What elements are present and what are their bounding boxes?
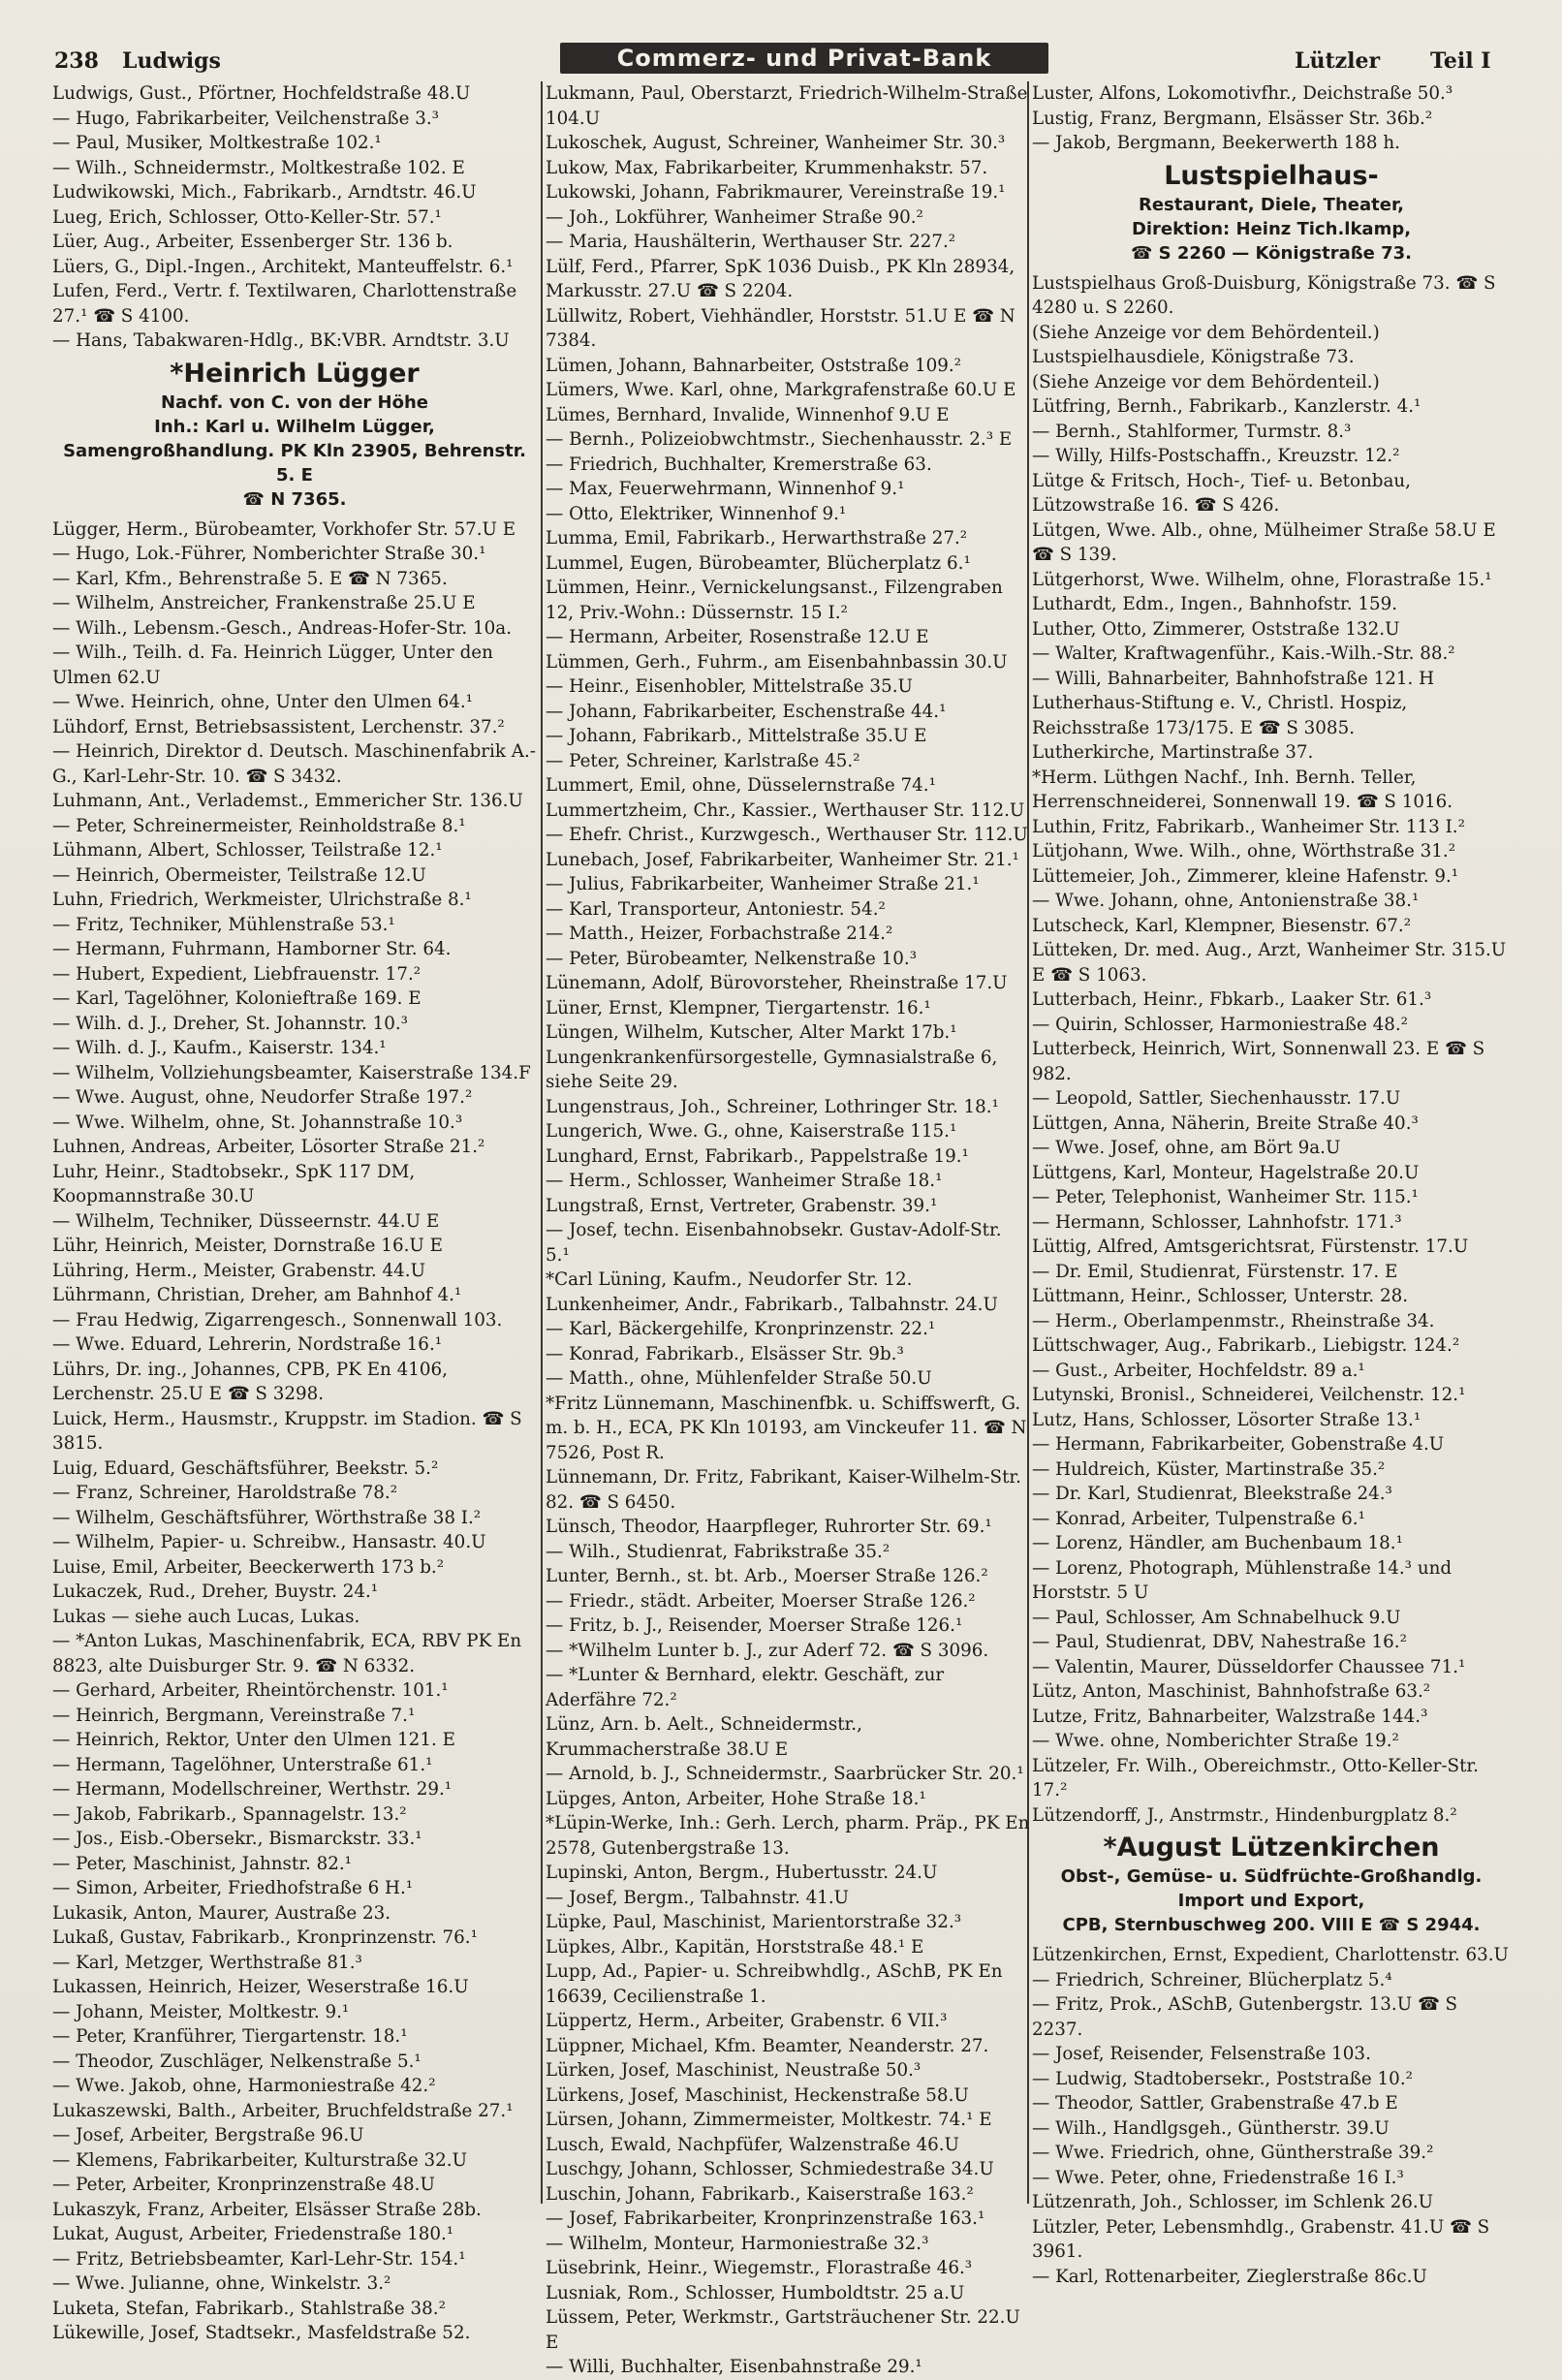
ad-line: ☎ N 7365. — [242, 488, 347, 510]
directory-entry: Lutherhaus-Stiftung e. V., Christl. Hospiz, Reichsstraße 173/175. E ☎ S 3085. — [1032, 693, 1408, 738]
directory-entry: Lukat, August, Arbeiter, Friedenstraße 180.¹ — [52, 2224, 454, 2244]
directory-entry: — Karl, Transporteur, Antoniestr. 54.² — [546, 898, 886, 920]
directory-entry: Lusch, Ewald, Nachpfüfer, Walzenstraße 46.U — [546, 2134, 959, 2155]
directory-entry: Lutynski, Bronisl., Schneiderei, Veilchenstr. 12.¹ — [1032, 1385, 1466, 1405]
directory-entry: Lümmen, Gerh., Fuhrm., am Eisenbahnbassin 30.U — [546, 651, 1008, 673]
directory-entry: — Julius, Fabrikarbeiter, Wanheimer Straße 21.¹ — [546, 874, 980, 894]
directory-entry: Lustspielhausdiele, Königstraße 73. — [1032, 347, 1355, 367]
column-3 — [1032, 81, 1511, 2287]
header-part: Teil I — [1430, 48, 1491, 74]
directory-entry: Lühr, Heinrich, Meister, Dornstraße 16.U E — [52, 1236, 443, 1256]
directory-entry: Lützendorff, J., Anstrmstr., Hindenburgplatz 8.² — [1032, 1804, 1457, 1826]
directory-entry: — Josef, Fabrikarbeiter, Kronprinzenstraße 163.¹ — [546, 2208, 985, 2229]
directory-entry: — Simon, Arbeiter, Friedhofstraße 6 H.¹ — [52, 1878, 414, 1898]
directory-entry: Lülf, Ferd., Pfarrer, SpK 1036 Duisb., PK Kln 28934, Markusstr. 27.U ☎ S 2204. — [546, 256, 1015, 301]
directory-entry: Lüttschwager, Aug., Fabrikarb., Liebigstr. 124.² — [1032, 1335, 1460, 1356]
directory-entry: Lutterbeck, Heinrich, Wirt, Sonnenwall 23. E ☎ S 982. — [1032, 1039, 1485, 1084]
directory-entry: Lünemann, Adolf, Bürovorsteher, Rheinstraße 17.U — [546, 973, 1008, 993]
directory-entry: Lumma, Emil, Fabrikarb., Herwarthstraße 27.² — [546, 528, 968, 548]
ad-line: Inh.: Karl u. Wilhelm Lügger, Samengroßhandlung. PK Kln 23905, Behrenstr. 5. E — [63, 416, 526, 485]
directory-entry: Lutz, Hans, Schlosser, Lösorter Straße 13.¹ — [1032, 1409, 1421, 1430]
directory-entry: — Johann, Meister, Moltkestr. 9.¹ — [52, 2001, 350, 2022]
directory-entry: Lühdorf, Ernst, Betriebsassistent, Lerchenstr. 37.² — [52, 716, 505, 737]
bank-banner: Commerz- und Privat-Bank — [560, 43, 1048, 74]
directory-entry: Luhr, Heinr., Stadtobsekr., SpK 117 DM, Koopmannstraße 30.U — [52, 1161, 416, 1206]
directory-entry: — Dr. Karl, Studienrat, Bleekstraße 24.³ — [1032, 1484, 1392, 1504]
directory-entry: Lütfring, Bernh., Fabrikarb., Kanzlerstr. 4.¹ — [1032, 396, 1421, 417]
directory-entry: Lützeler, Fr. Wilh., Obereichmstr., Otto-Keller-Str. 17.² — [1032, 1755, 1479, 1801]
directory-entry: — Franz, Schreiner, Haroldstraße 78.² — [52, 1483, 398, 1503]
directory-entry: Lüssem, Peter, Werkmstr., Gartsträuchener Str. 22.U E — [546, 2307, 1020, 2353]
directory-entry: — Wilh. d. J., Dreher, St. Johannstr. 10.³ — [52, 1013, 409, 1034]
advertisement-lustspielhaus — [1032, 160, 1511, 266]
directory-entry: — Wilhelm, Geschäftsführer, Wörthstraße 38 I.² — [52, 1507, 482, 1528]
directory-entry: — *Lunter & Bernhard, elektr. Geschäft, zur Aderfähre 72.² — [546, 1665, 945, 1710]
directory-entry: Lütjohann, Wwe. Wilh., ohne, Wörthstraße 31.² — [1032, 841, 1456, 861]
directory-entry: Lümers, Wwe. Karl, ohne, Markgrafenstraße 60.U E — [546, 380, 1016, 400]
directory-entry: — Wilh., Studienrat, Fabrikstraße 35.² — [546, 1541, 890, 1562]
directory-entry: *Carl Lüning, Kaufm., Neudorfer Str. 12. — [546, 1269, 913, 1290]
directory-entry: Lütz, Anton, Maschinist, Bahnhofstraße 63.² — [1032, 1681, 1431, 1702]
directory-entry: — *Wilhelm Lunter b. J., zur Aderf 72. ☎ S 3096. — [546, 1640, 989, 1661]
directory-entry: — Johann, Fabrikarb., Mittelstraße 35.U E — [546, 726, 927, 746]
directory-entry: Luise, Emil, Arbeiter, Beeckerwerth 173 b.² — [52, 1556, 445, 1578]
directory-entry: Luschgy, Johann, Schlosser, Schmiedestraße 34.U — [546, 2159, 994, 2179]
directory-entry: — Leopold, Sattler, Siechenhausstr. 17.U — [1032, 1088, 1401, 1109]
directory-entry: Lungstraß, Ernst, Vertreter, Grabenstr. 39.¹ — [546, 1195, 938, 1216]
directory-entry: Lützenrath, Joh., Schlosser, im Schlenk 26.U — [1032, 2192, 1434, 2212]
directory-entry: Luthin, Fritz, Fabrikarb., Wanheimer Str. 113 I.² — [1032, 816, 1465, 837]
directory-entry: — Peter, Bürobeamter, Nelkenstraße 10.³ — [546, 948, 918, 969]
directory-entry: — Huldreich, Küster, Martinstraße 35.² — [1032, 1458, 1386, 1480]
directory-entry: Lukasik, Anton, Maurer, Austraße 23. — [52, 1902, 391, 1924]
column-divider — [541, 81, 543, 2204]
directory-entry: Lürsen, Johann, Zimmermeister, Moltkestr. 74.¹ E — [546, 2110, 992, 2130]
directory-entry: — Maria, Haushälterin, Werthauser Str. 227.² — [546, 232, 956, 252]
directory-entry: Lürken, Josef, Maschinist, Neustraße 50.³ — [546, 2060, 922, 2081]
directory-entry: Lunghard, Ernst, Fabrikarb., Pappelstraße 19.¹ — [546, 1145, 969, 1167]
directory-entry: Lüer, Aug., Arbeiter, Essenberger Str. 136 b. — [52, 232, 453, 252]
directory-entry: — Peter, Schreiner, Karlstraße 45.² — [546, 750, 860, 771]
directory-entry: — Gust., Arbeiter, Hochfeldstr. 89 a.¹ — [1032, 1360, 1365, 1381]
directory-entry: — Otto, Elektriker, Winnenhof 9.¹ — [546, 503, 847, 524]
directory-entry: Lummel, Eugen, Bürobeamter, Blücherplatz 6.¹ — [546, 552, 971, 574]
directory-entry: Lustig, Franz, Bergmann, Elsässer Str. 36b.² — [1032, 108, 1433, 129]
directory-entry: — Hermann, Schlosser, Lahnhofstr. 171.³ — [1032, 1211, 1402, 1233]
directory-entry: Lüppner, Michael, Kfm. Beamter, Neanderstr. 27. — [546, 2035, 989, 2056]
directory-entry: — Josef, techn. Eisenbahnobsekr. Gustav-Adolf-Str. 5.¹ — [546, 1220, 1002, 1266]
directory-entry: — Friedrich, Buchhalter, Kremerstraße 63. — [546, 454, 932, 475]
directory-entry: — Wwe. Johann, ohne, Antonienstraße 38.¹ — [1032, 891, 1420, 911]
directory-entry: — Friedrich, Schreiner, Blücherplatz 5.⁴ — [1032, 1969, 1392, 1990]
directory-entry: — Heinrich, Bergmann, Vereinstraße 7.¹ — [52, 1705, 416, 1726]
directory-entry: Lüpke, Paul, Maschinist, Marientorstraße 32.³ — [546, 1912, 962, 1932]
directory-entry: — Jakob, Bergmann, Beekerwerth 188 h. — [1032, 133, 1400, 153]
directory-entry: — Wwe. Julianne, ohne, Winkelstr. 3.² — [52, 2273, 391, 2294]
directory-entry: — Hubert, Expedient, Liebfrauenstr. 17.² — [52, 963, 422, 985]
directory-entry: — Karl, Tagelöhner, Kolonieftraße 169. E — [52, 988, 422, 1009]
column-2 — [546, 81, 1030, 2377]
directory-entry: — Matth., ohne, Mühlenfelder Straße 50.U — [546, 1368, 932, 1389]
ad-title: *August Lützenkirchen — [1103, 1832, 1440, 1863]
directory-entry: — Hans, Tabakwaren-Hdlg., BK:VBR. Arndtstr. 3.U — [52, 330, 510, 351]
directory-entry: — Ludwig, Stadtobersekr., Poststraße 10.² — [1032, 2068, 1413, 2089]
directory-entry: — Theodor, Zuschläger, Nelkenstraße 5.¹ — [52, 2051, 422, 2072]
directory-entry: Lukaszyk, Franz, Arbeiter, Elsässer Straße 28b. — [52, 2199, 482, 2220]
directory-entry: — Friedr., städt. Arbeiter, Moerser Straße 126.² — [546, 1590, 976, 1612]
directory-entry: Lukowski, Johann, Fabrikmaurer, Vereinstraße 19.¹ — [546, 182, 1006, 203]
directory-entry: — Lorenz, Händler, am Buchenbaum 18.¹ — [1032, 1533, 1403, 1553]
directory-entry: Lührs, Dr. ing., Johannes, CPB, PK En 4106, Lerchenstr. 25.U E ☎ S 3298. — [52, 1359, 448, 1404]
directory-entry: — Willi, Buchhalter, Eisenbahnstraße 29.¹ — [546, 2357, 922, 2377]
directory-entry: Lunkenheimer, Andr., Fabrikarb., Talbahnstr. 24.U — [546, 1294, 998, 1315]
directory-entry: Lüttgens, Karl, Monteur, Hagelstraße 20.U — [1032, 1162, 1420, 1183]
directory-entry: Lukoschek, August, Schreiner, Wanheimer Str. 30.³ — [546, 133, 1006, 153]
ad-title: *Heinrich Lügger — [170, 358, 420, 389]
directory-entry: Lungerich, Wwe. G., ohne, Kaiserstraße 115.¹ — [546, 1121, 957, 1142]
directory-entry: — Gerhard, Arbeiter, Rheintörchenstr. 101.¹ — [52, 1680, 449, 1701]
directory-entry: — Karl, Rottenarbeiter, Zieglerstraße 86c.U — [1032, 2266, 1427, 2287]
column-1 — [52, 81, 537, 2343]
directory-entry: Lützenkirchen, Ernst, Expedient, Charlottenstr. 63.U — [1032, 1945, 1509, 1965]
directory-entry: *Herm. Lüthgen Nachf., Inh. Bernh. Teller, Herrenschneiderei, Sonnenwall 19. ☎ S 1016. — [1032, 767, 1453, 812]
directory-entry: — Hugo, Fabrikarbeiter, Veilchenstraße 3.³ — [52, 108, 439, 129]
directory-entry: — Theodor, Sattler, Grabenstraße 47.b E — [1032, 2093, 1398, 2114]
directory-entry: — Willi, Bahnarbeiter, Bahnhofstraße 121. H — [1032, 668, 1435, 689]
directory-entry: — Wwe. ohne, Nomberichter Straße 19.² — [1032, 1731, 1399, 1751]
directory-entry: — Wilhelm, Techniker, Düsseernstr. 44.U E — [52, 1210, 440, 1232]
directory-entry: — Peter, Schreinermeister, Reinholdstraße 8.¹ — [52, 815, 466, 836]
directory-entry: — Josef, Bergm., Talbahnstr. 41.U — [546, 1887, 850, 1908]
directory-entry: Lügger, Herm., Bürobeamter, Vorkhofer Str. 57.U E — [52, 518, 516, 540]
directory-entry: *Lüpin-Werke, Inh.: Gerh. Lerch, pharm. Präp., PK En 2578, Gutenbergstraße 13. — [546, 1813, 1030, 1859]
directory-entry: Lukas — siehe auch Lucas, Lukas. — [52, 1606, 360, 1627]
directory-entry: — Jakob, Fabrikarb., Spannagelstr. 13.² — [52, 1803, 407, 1825]
directory-entry: — Frau Hedwig, Zigarrengesch., Sonnenwall 103. — [52, 1309, 503, 1331]
ad-title: Lustspielhaus- — [1164, 160, 1379, 191]
directory-entry: — Bernh., Polizeiobwchtmstr., Siechenhausstr. 2.³ E — [546, 429, 1013, 450]
directory-entry: Lütgen, Wwe. Alb., ohne, Mülheimer Straße 58.U E ☎ S 139. — [1032, 519, 1496, 565]
directory-entry: — Joh., Lokführer, Wanheimer Straße 90.² — [546, 206, 923, 228]
directory-entry: — *Anton Lukas, Maschinenfabrik, ECA, RBV PK En 8823, alte Duisburger Str. 9. ☎ N 6332. — [52, 1631, 522, 1676]
ad-line: CPB, Sternbuschweg 200. VIII E ☎ S 2944. — [1062, 1915, 1481, 1935]
directory-entry: — Peter, Telephonist, Wanheimer Str. 115.¹ — [1032, 1187, 1419, 1207]
advertisement-luetzenkirchen — [1032, 1832, 1511, 1937]
directory-entry: — Konrad, Fabrikarb., Elsässer Str. 9b.³ — [546, 1343, 904, 1364]
directory-entry: — Wilhelm, Vollziehungsbeamter, Kaiserstraße 134.F — [52, 1062, 531, 1083]
directory-entry: Lütgerhorst, Wwe. Wilhelm, ohne, Florastraße 15.¹ — [1032, 569, 1492, 590]
directory-entry: — Klemens, Fabrikarbeiter, Kulturstraße 32.U — [52, 2149, 468, 2171]
directory-entry: Lürkens, Josef, Maschinist, Heckenstraße 58.U — [546, 2084, 969, 2106]
directory-entry: Lungenkrankenfürsorgestelle, Gymnasialstraße 6, siehe Seite 29. — [546, 1047, 998, 1092]
directory-entry: Luschin, Johann, Fabrikarb., Kaiserstraße 163.² — [546, 2183, 974, 2205]
directory-entry: Lühmann, Albert, Schlosser, Teilstraße 12.¹ — [52, 840, 443, 861]
directory-entry: — Hermann, Tagelöhner, Unterstraße 61.¹ — [52, 1754, 433, 1775]
ad-line: Import und Export, — [1177, 1891, 1365, 1911]
directory-entry: — Peter, Arbeiter, Kronprinzenstraße 48.U — [52, 2175, 435, 2195]
directory-entry: — Karl, Metzger, Werthstraße 81.³ — [52, 1952, 362, 1973]
ad-line: ☎ S 2260 — Königstraße 73. — [1130, 242, 1413, 264]
directory-entry: — Hermann, Arbeiter, Rosenstraße 12.U E — [546, 627, 929, 647]
directory-entry: — Heinrich, Rektor, Unter den Ulmen 121. E — [52, 1730, 455, 1750]
directory-entry: — Herm., Schlosser, Wanheimer Straße 18.¹ — [546, 1171, 943, 1191]
directory-entry: Lummert, Emil, ohne, Düsselernstraße 74.¹ — [546, 775, 936, 796]
directory-entry: — Heinrich, Direktor d. Deutsch. Maschinenfabrik A.-G., Karl-Lehr-Str. 10. ☎ S 3432. — [52, 741, 536, 787]
directory-entry: — Lorenz, Photograph, Mühlenstraße 14.³ und Horststr. 5 U — [1032, 1557, 1453, 1603]
directory-entry: Lühring, Herm., Meister, Grabenstr. 44.U — [52, 1260, 426, 1281]
directory-entry: Lüers, G., Dipl.-Ingen., Architekt, Manteuffelstr. 6.¹ — [52, 256, 514, 277]
directory-entry: — Karl, Bäckergehilfe, Kronprinzenstr. 22.¹ — [546, 1319, 936, 1339]
directory-entry: Lueg, Erich, Schlosser, Otto-Keller-Str. 57.¹ — [52, 206, 442, 228]
page-number: 238 — [54, 48, 99, 74]
directory-entry: — Karl, Kfm., Behrenstraße 5. E ☎ N 7365. — [52, 568, 448, 589]
directory-entry: — Wwe. Jakob, ohne, Harmoniestraße 42.² — [52, 2076, 436, 2096]
directory-entry: — Wilh., Handlgsgeh., Güntherstr. 39.U — [1032, 2117, 1390, 2139]
directory-entry: Lümes, Bernhard, Invalide, Winnenhof 9.U E — [546, 404, 950, 425]
directory-entry: Lütteken, Dr. med. Aug., Arzt, Wanheimer Str. 315.U E ☎ S 1063. — [1032, 940, 1507, 986]
directory-entry: — Wilh., Lebensm.-Gesch., Andreas-Hofer-Str. 10a. — [52, 617, 513, 639]
directory-entry: — Hermann, Fabrikarbeiter, Gobenstraße 4.U — [1032, 1434, 1445, 1455]
directory-entry: Ludwikowski, Mich., Fabrikarb., Arndtstr. 46.U — [52, 182, 477, 203]
directory-entry: — Hermann, Fuhrmann, Hamborner Str. 64. — [52, 939, 452, 959]
directory-entry: — Wwe. Heinrich, ohne, Unter den Ulmen 64.¹ — [52, 692, 473, 712]
directory-entry: Ludwigs, Gust., Pförtner, Hochfeldstraße 48.U — [52, 83, 471, 104]
directory-entry: Lüttig, Alfred, Amtsgerichtsrat, Fürstenstr. 17.U — [1032, 1237, 1469, 1257]
directory-entry: Lüngen, Wilhelm, Kutscher, Alter Markt 17b.¹ — [546, 1022, 957, 1043]
directory-entry: Lustspielhaus Groß-Duisburg, Königstraße 73. ☎ S 4280 u. S 2260. — [1032, 272, 1496, 318]
directory-entry: — Walter, Kraftwagenführ., Kais.-Wilh.-Str. 88.² — [1032, 643, 1455, 664]
directory-entry: Lukassen, Heinrich, Heizer, Weserstraße 16.U — [52, 1977, 469, 1997]
ad-line: Obst-, Gemüse- u. Südfrüchte-Großhandlg. — [1060, 1866, 1483, 1887]
ad-line: Nachf. von C. von der Höhe — [160, 391, 428, 413]
directory-entry: Lüllwitz, Robert, Viehhändler, Horststr. 51.U E ☎ N 7384. — [546, 305, 1015, 351]
directory-entry: — Wilh., Teilh. d. Fa. Heinrich Lügger, Unter den Ulmen 62.U — [52, 642, 493, 688]
directory-entry: — Wwe. Friedrich, ohne, Güntherstraße 39.² — [1032, 2143, 1434, 2163]
directory-entry: Lupinski, Anton, Bergm., Hubertusstr. 24.U — [546, 1863, 938, 1883]
directory-entry: Luhmann, Ant., Verlademst., Emmericher Str. 136.U — [52, 791, 523, 811]
directory-entry: — Quirin, Schlosser, Harmoniestraße 48.² — [1032, 1014, 1408, 1035]
directory-entry: — Wilh. d. J., Kaufm., Kaiserstr. 134.¹ — [52, 1038, 387, 1058]
directory-entry: Luketa, Stefan, Fabrikarb., Stahlstraße 38.² — [52, 2298, 446, 2319]
ad-line: Restaurant, Diele, Theater, — [1138, 194, 1405, 215]
directory-entry: — Heinr., Eisenhobler, Mittelstraße 35.U — [546, 676, 913, 697]
directory-entry: — Valentin, Maurer, Düsseldorfer Chaussee 71.¹ — [1032, 1656, 1466, 1677]
directory-entry: Lützler, Peter, Lebensmhdlg., Grabenstr. 41.U ☎ S 3961. — [1032, 2216, 1490, 2262]
directory-entry: — Fritz, Techniker, Mühlenstraße 53.¹ — [52, 914, 395, 935]
directory-entry: — Ehefr. Christ., Kurzwgesch., Werthauser Str. 112.U — [546, 825, 1028, 845]
directory-entry: Lüttgen, Anna, Näherin, Breite Straße 40.³ — [1032, 1112, 1419, 1134]
directory-entry: *Fritz Lünnemann, Maschinenfbk. u. Schiffswerft, G. m. b. H., ECA, PK Kln 10193, am Vinckeufer 11. ☎ N 7526, Post R. — [546, 1393, 1027, 1463]
directory-entry: — Herm., Oberlampenmstr., Rheinstraße 34. — [1032, 1310, 1435, 1331]
directory-entry: — Peter, Kranführer, Tiergartenstr. 18.¹ — [52, 2026, 408, 2047]
directory-entry: Lukow, Max, Fabrikarbeiter, Krummenhakstr. 57. — [546, 157, 988, 178]
directory-entry: Lünnemann, Dr. Fritz, Fabrikant, Kaiser-Wilhelm-Str. 82. ☎ S 6450. — [546, 1467, 1021, 1513]
directory-entry: — Wwe. August, ohne, Neudorfer Straße 197.² — [52, 1087, 473, 1108]
directory-entry: Lukaszewski, Balth., Arbeiter, Bruchfeldstraße 27.¹ — [52, 2100, 514, 2121]
directory-entry: — Wwe. Peter, ohne, Friedenstraße 16 I.³ — [1032, 2167, 1404, 2188]
ad-line: Direktion: Heinz Tich.lkamp, — [1131, 218, 1412, 239]
directory-entry: Lüner, Ernst, Klempner, Tiergartenstr. 16.¹ — [546, 997, 931, 1018]
directory-entry: — Fritz, Prok., ASchB, Gutenbergstr. 13.U ☎ S 2237. — [1032, 1994, 1458, 2040]
directory-entry: Lünsch, Theodor, Haarpfleger, Ruhrorter Str. 69.¹ — [546, 1517, 992, 1537]
directory-entry: Lüttmann, Heinr., Schlosser, Unterstr. 28. — [1032, 1286, 1409, 1306]
directory-entry: — Wwe. Wilhelm, ohne, St. Johannstraße 10.³ — [52, 1112, 463, 1133]
directory-entry: — Johann, Fabrikarbeiter, Eschenstraße 44.¹ — [546, 701, 947, 722]
directory-entry: Lüsebrink, Heinr., Wiegemstr., Florastraße 46.³ — [546, 2258, 973, 2278]
directory-entry: — Heinrich, Obermeister, Teilstraße 12.U — [52, 864, 426, 886]
directory-entry: Lummertzheim, Chr., Kassier., Werthauser Str. 112.U — [546, 799, 1025, 821]
directory-entry: (Siehe Anzeige vor dem Behördenteil.) — [1032, 322, 1380, 343]
directory-entry: — Jos., Eisb.-Obersekr., Bismarckstr. 33.¹ — [52, 1829, 422, 1849]
directory-entry: — Dr. Emil, Studienrat, Fürstenstr. 17. E — [1032, 1261, 1398, 1282]
directory-entry: Lunebach, Josef, Fabrikarbeiter, Wanheimer Str. 21.¹ — [546, 849, 1019, 870]
directory-entry: Lukaß, Gustav, Fabrikarb., Kronprinzenstr. 76.¹ — [52, 1927, 478, 1948]
page-header — [54, 43, 1508, 81]
directory-entry: Lümen, Johann, Bahnarbeiter, Oststraße 109.² — [546, 355, 962, 376]
directory-entry: Lunter, Bernh., st. bt. Arb., Moerser Straße 126.² — [546, 1566, 988, 1586]
directory-entry: Lungenstraus, Joh., Schreiner, Lothringer Str. 18.¹ — [546, 1096, 999, 1117]
directory-entry: — Konrad, Arbeiter, Tulpenstraße 6.¹ — [1032, 1508, 1365, 1529]
directory-entry: — Fritz, b. J., Reisender, Moerser Straße 126.¹ — [546, 1615, 963, 1636]
directory-entry: Lüppertz, Herm., Arbeiter, Grabenstr. 6 VII.³ — [546, 2011, 948, 2031]
directory-entry: — Paul, Musiker, Moltkestraße 102.¹ — [52, 133, 382, 153]
advertisement-luegger — [52, 358, 537, 512]
directory-entry: — Paul, Studienrat, DBV, Nahestraße 16.² — [1032, 1632, 1407, 1652]
directory-entry: Lusniak, Rom., Schlosser, Humboldtstr. 25 a.U — [546, 2282, 965, 2303]
directory-entry: Luster, Alfons, Lokomotivfhr., Deichstraße 50.³ — [1032, 83, 1453, 104]
directory-entry: Luig, Eduard, Geschäftsführer, Beekstr. 5.² — [52, 1457, 439, 1479]
header-right-keyword: Lützler — [1295, 48, 1381, 74]
directory-entry: — Josef, Reisender, Felsenstraße 103. — [1032, 2044, 1371, 2064]
directory-entry: Luther, Otto, Zimmerer, Oststraße 132.U — [1032, 618, 1400, 640]
directory-entry: Lufen, Ferd., Vertr. f. Textilwaren, Charlottenstraße 27.¹ ☎ S 4100. — [52, 281, 517, 327]
directory-entry: Lutherkirche, Martinstraße 37. — [1032, 742, 1314, 763]
directory-entry: — Wilhelm, Papier- u. Schreibw., Hansastr. 40.U — [52, 1532, 486, 1552]
directory-entry: Luhnen, Andreas, Arbeiter, Lösorter Straße 21.² — [52, 1137, 485, 1157]
directory-entry: Lütge & Fritsch, Hoch-, Tief- u. Betonbau, Lützowstraße 16. ☎ S 426. — [1032, 470, 1411, 516]
directory-entry: — Wilhelm, Monteur, Harmoniestraße 32.³ — [546, 2233, 929, 2254]
directory-entry: — Willy, Hilfs-Postschaffn., Kreuzstr. 12.² — [1032, 446, 1400, 466]
directory-entry: — Josef, Arbeiter, Bergstraße 96.U — [52, 2125, 364, 2145]
directory-entry: Luthardt, Edm., Ingen., Bahnhofstr. 159. — [1032, 594, 1398, 614]
directory-entry: — Hugo, Lok.-Führer, Nomberichter Straße 30.¹ — [52, 544, 486, 564]
header-left-keyword: Ludwigs — [122, 48, 221, 74]
directory-entry: Lupp, Ad., Papier- u. Schreibwhdlg., ASchB, PK En 16639, Cecilienstraße 1. — [546, 1961, 1003, 2007]
directory-entry: — Wilhelm, Anstreicher, Frankenstraße 25.U E — [52, 593, 476, 613]
directory-entry: — Wilh., Schneidermstr., Moltkestraße 102. E — [52, 157, 465, 178]
directory-entry: Lüttemeier, Joh., Zimmerer, kleine Hafenstr. 9.¹ — [1032, 865, 1459, 887]
directory-entry: Lüpges, Anton, Arbeiter, Hohe Straße 18.¹ — [546, 1788, 926, 1809]
directory-entry: — Bernh., Stahlformer, Turmstr. 8.³ — [1032, 421, 1352, 442]
directory-entry: — Fritz, Betriebsbeamter, Karl-Lehr-Str. 154.¹ — [52, 2248, 466, 2270]
directory-entry: — Max, Feuerwehrmann, Winnenhof 9.¹ — [546, 479, 905, 499]
directory-entry: — Hermann, Modellschreiner, Werthstr. 29.¹ — [52, 1779, 453, 1800]
directory-entry: — Wwe. Eduard, Lehrerin, Nordstraße 16.¹ — [52, 1334, 443, 1355]
directory-entry: Luhn, Friedrich, Werkmeister, Ulrichstraße 8.¹ — [52, 890, 472, 910]
directory-entry: Luick, Herm., Hausmstr., Kruppstr. im Stadion. ☎ S 3815. — [52, 1408, 522, 1454]
directory-entry: Lukaczek, Rud., Dreher, Buystr. 24.¹ — [52, 1581, 379, 1602]
directory-entry: (Siehe Anzeige vor dem Behördenteil.) — [1032, 371, 1380, 392]
directory-entry: — Arnold, b. J., Schneidermstr., Saarbrücker Str. 20.¹ — [546, 1764, 1024, 1784]
directory-entry: Lukmann, Paul, Oberstarzt, Friedrich-Wilhelm-Straße 104.U — [546, 83, 1028, 129]
directory-entry: Lutscheck, Karl, Klempner, Biesenstr. 67.² — [1032, 915, 1412, 936]
directory-entry: Lutze, Fritz, Bahnarbeiter, Walzstraße 144.³ — [1032, 1706, 1428, 1727]
directory-entry: Lükewille, Josef, Stadtsekr., Masfeldstraße 52. — [52, 2323, 471, 2343]
directory-entry: Lüpkes, Albr., Kapitän, Horststraße 48.¹ E — [546, 1936, 924, 1957]
directory-entry: — Matth., Heizer, Forbachstraße 214.² — [546, 924, 893, 944]
directory-entry: Lutterbach, Heinr., Fbkarb., Laaker Str. 61.³ — [1032, 989, 1432, 1010]
directory-entry: — Paul, Schlosser, Am Schnabelhuck 9.U — [1032, 1607, 1401, 1628]
directory-entry: Lümmen, Heinr., Vernickelungsanst., Filzengraben 12, Priv.-Wohn.: Düssernstr. 15 I.² — [546, 578, 1003, 623]
directory-entry: Lünz, Arn. b. Aelt., Schneidermstr., Krummacherstraße 38.U E — [546, 1714, 862, 1760]
directory-entry: Lührmann, Christian, Dreher, am Bahnhof 4.¹ — [52, 1285, 462, 1305]
directory-entry: — Peter, Maschinist, Jahnstr. 82.¹ — [52, 1853, 352, 1874]
directory-entry: — Wwe. Josef, ohne, am Bört 9a.U — [1032, 1138, 1341, 1158]
